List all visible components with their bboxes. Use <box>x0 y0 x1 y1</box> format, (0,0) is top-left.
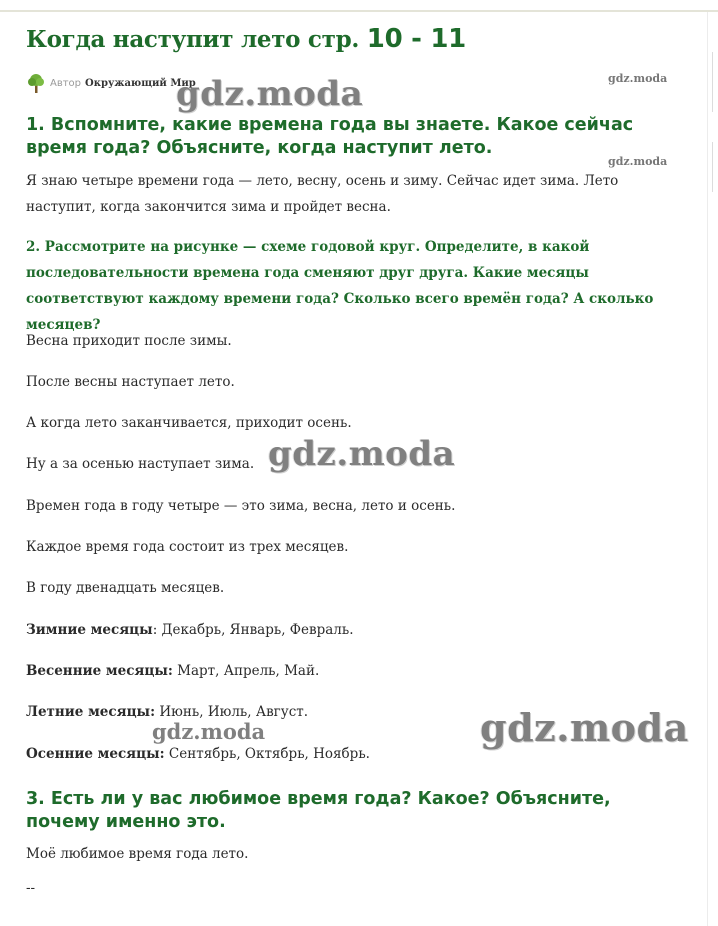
months-autumn <box>26 744 370 764</box>
months-winter-label: Зимние месяцы <box>26 622 153 638</box>
answer-line: Весна приходит после зимы. <box>26 333 232 349</box>
trailing-dashes: -- <box>26 880 36 896</box>
question-1-title: 1. Вспомните, какие времена года вы знаете. Какое сейчас время года? Объясните, когда наступит лето. <box>26 115 634 158</box>
months-spring-label: Весенние месяцы: <box>26 663 173 679</box>
page-title-pages: 10 - 11 <box>366 24 466 54</box>
right-sidebar-edge <box>707 12 718 926</box>
answer-line: В году двенадцать месяцев. <box>26 580 225 596</box>
question-3-answer: Моё любимое время года лето. <box>26 846 249 862</box>
question-3-title: 3. Есть ли у вас любимое время года? Какое? Объясните, почему именно это. <box>26 789 611 832</box>
answer-line: Времен года в году четыре — это зима, весна, лето и осень. <box>26 498 456 514</box>
watermark-1: gdz.moda <box>176 74 364 114</box>
answer-line: Каждое время года состоит из трех месяцев. <box>26 539 349 555</box>
answer-line: После весны наступает лето. <box>26 374 235 390</box>
months-autumn-label: Осенние месяцы: <box>26 746 165 762</box>
months-summer-value: Июнь, Июль, Август. <box>155 704 309 720</box>
watermark-small-1: gdz.moda <box>608 72 668 85</box>
author-label: Автор <box>50 77 82 89</box>
watermark-2: gdz.moda <box>268 434 456 474</box>
watermark-small-2: gdz.moda <box>608 155 668 168</box>
months-autumn-value: Сентябрь, Октябрь, Ноябрь. <box>164 746 370 762</box>
months-winter <box>26 620 354 640</box>
answer-line: А когда лето заканчивается, приходит осень. <box>26 415 352 431</box>
months-spring <box>26 661 319 681</box>
question-1-answer: Я знаю четыре времени года — лето, весну, осень и зиму. Сейчас идет зима. Лето наступит, когда закончится зима и пройдет весна. <box>26 173 619 215</box>
answer-line: Ну а за осенью наступает зима. <box>26 456 255 472</box>
months-spring-value: Март, Апрель, Май. <box>172 663 320 679</box>
page-title-main: Когда наступит лето стр. <box>26 26 360 53</box>
watermark-3: gdz.moda <box>152 719 266 744</box>
author-value[interactable]: Окружающий Мир <box>85 77 196 89</box>
author-line <box>26 72 196 94</box>
top-divider <box>0 10 718 12</box>
tree-icon <box>26 72 46 94</box>
page-title <box>26 24 466 54</box>
months-winter-value: : Декабрь, Январь, Февраль. <box>152 622 354 638</box>
question-2-title: 2. Рассмотрите на рисунке — схеме годовой круг. Определите, в какой последовательности времена года сменяют друг друга. Какие месяцы соответствуют каждому времени года? Сколько всего времён года? А сколько месяцев? <box>26 239 654 333</box>
watermark-4: gdz.moda <box>480 705 689 750</box>
months-summer-label: Летние месяцы: <box>26 704 156 720</box>
